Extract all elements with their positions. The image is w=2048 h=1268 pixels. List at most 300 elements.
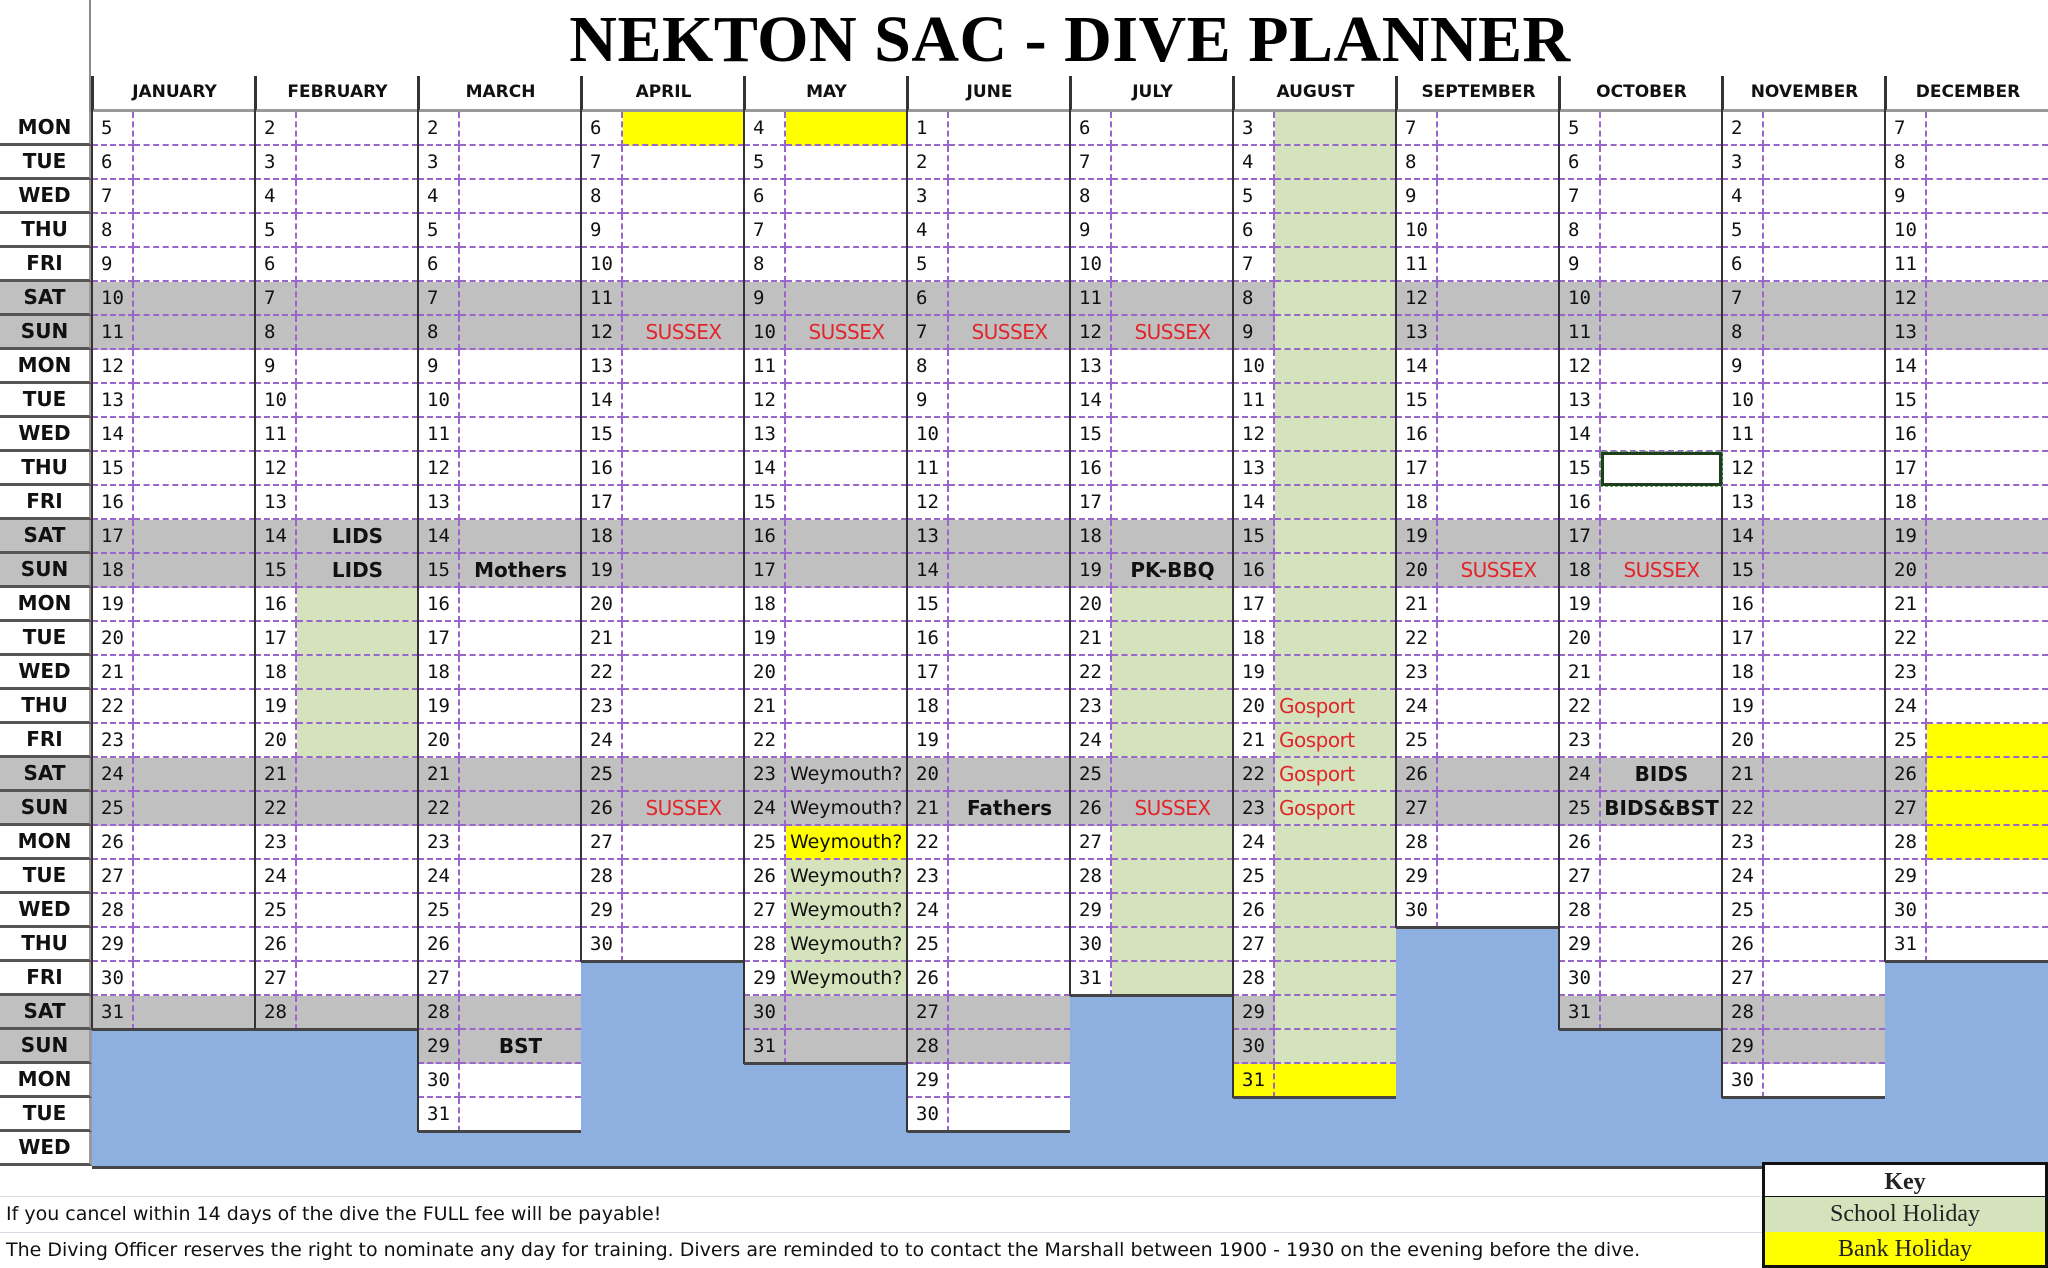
- date-cell[interactable]: 24: [744, 792, 786, 826]
- event-cell-empty[interactable]: [1275, 1030, 1396, 1064]
- month-header-december[interactable]: DECEMBER: [1885, 76, 2048, 112]
- event-cell-empty[interactable]: [949, 418, 1070, 452]
- date-cell[interactable]: 24: [581, 724, 623, 758]
- date-cell[interactable]: 14: [907, 554, 949, 588]
- date-cell[interactable]: 12: [1070, 316, 1112, 350]
- event-cell[interactable]: SUSSEX: [1112, 792, 1233, 826]
- date-cell[interactable]: 7: [1233, 248, 1275, 282]
- event-cell-empty[interactable]: [1112, 486, 1233, 520]
- date-cell[interactable]: 27: [1885, 792, 1927, 826]
- date-cell[interactable]: 13: [581, 350, 623, 384]
- event-cell-empty[interactable]: [786, 350, 907, 384]
- date-cell[interactable]: 23: [1722, 826, 1764, 860]
- date-cell[interactable]: 10: [744, 316, 786, 350]
- date-cell[interactable]: 21: [1233, 724, 1275, 758]
- event-cell-empty[interactable]: [1112, 724, 1233, 758]
- event-cell-empty[interactable]: [1601, 826, 1722, 860]
- date-cell[interactable]: 28: [581, 860, 623, 894]
- date-cell[interactable]: 11: [1722, 418, 1764, 452]
- event-cell-empty[interactable]: [1112, 894, 1233, 928]
- date-cell[interactable]: 11: [92, 316, 134, 350]
- date-cell[interactable]: 22: [907, 826, 949, 860]
- date-cell[interactable]: 10: [1233, 350, 1275, 384]
- event-cell-empty[interactable]: [1927, 146, 2048, 180]
- date-cell[interactable]: 14: [1885, 350, 1927, 384]
- date-cell[interactable]: 3: [1722, 146, 1764, 180]
- row-header-mon[interactable]: MON: [0, 1064, 92, 1098]
- event-cell-empty[interactable]: [1601, 928, 1722, 962]
- date-cell[interactable]: 19: [581, 554, 623, 588]
- event-cell-empty[interactable]: [1112, 622, 1233, 656]
- date-cell[interactable]: 8: [1885, 146, 1927, 180]
- date-cell[interactable]: 26: [1885, 758, 1927, 792]
- row-header-tue[interactable]: TUE: [0, 1098, 92, 1132]
- date-cell[interactable]: 16: [1885, 418, 1927, 452]
- event-cell-empty[interactable]: [297, 452, 418, 486]
- month-header-november[interactable]: NOVEMBER: [1722, 76, 1885, 112]
- date-cell[interactable]: 21: [1559, 656, 1601, 690]
- event-cell-empty[interactable]: [1601, 214, 1722, 248]
- date-cell[interactable]: 6: [1233, 214, 1275, 248]
- event-cell-empty[interactable]: [949, 962, 1070, 996]
- event-cell[interactable]: SUSSEX: [1601, 554, 1722, 588]
- event-cell[interactable]: Weymouth?: [786, 928, 907, 962]
- event-cell-empty[interactable]: [1438, 486, 1559, 520]
- date-cell[interactable]: 8: [418, 316, 460, 350]
- event-cell-empty[interactable]: [297, 690, 418, 724]
- event-cell-empty[interactable]: [1112, 418, 1233, 452]
- event-cell-empty[interactable]: [786, 690, 907, 724]
- date-cell[interactable]: 8: [255, 316, 297, 350]
- event-cell-empty[interactable]: [1927, 928, 2048, 962]
- date-cell[interactable]: 21: [581, 622, 623, 656]
- event-cell-empty[interactable]: [1927, 724, 2048, 758]
- event-cell-empty[interactable]: [1764, 724, 1885, 758]
- date-cell[interactable]: 23: [1233, 792, 1275, 826]
- date-cell[interactable]: 14: [1722, 520, 1764, 554]
- event-cell-empty[interactable]: [297, 316, 418, 350]
- event-cell-empty[interactable]: [460, 452, 581, 486]
- event-cell-empty[interactable]: [623, 452, 744, 486]
- event-cell-empty[interactable]: [1438, 384, 1559, 418]
- event-cell[interactable]: Weymouth?: [786, 894, 907, 928]
- event-cell-empty[interactable]: [1764, 146, 1885, 180]
- date-cell[interactable]: 8: [744, 248, 786, 282]
- event-cell-empty[interactable]: [1275, 452, 1396, 486]
- event-cell-empty[interactable]: [949, 248, 1070, 282]
- event-cell-empty[interactable]: [949, 758, 1070, 792]
- date-cell[interactable]: 24: [92, 758, 134, 792]
- date-cell[interactable]: 12: [1233, 418, 1275, 452]
- date-cell[interactable]: 27: [1559, 860, 1601, 894]
- date-cell[interactable]: 26: [1722, 928, 1764, 962]
- event-cell-empty[interactable]: [786, 384, 907, 418]
- row-header-tue[interactable]: TUE: [0, 622, 92, 656]
- date-cell[interactable]: 20: [1885, 554, 1927, 588]
- month-header-january[interactable]: JANUARY: [92, 76, 255, 112]
- date-cell[interactable]: 2: [418, 112, 460, 146]
- row-header-sun[interactable]: SUN: [0, 554, 92, 588]
- date-cell[interactable]: 7: [1722, 282, 1764, 316]
- date-cell[interactable]: 26: [255, 928, 297, 962]
- event-cell-empty[interactable]: [1927, 316, 2048, 350]
- event-cell-empty[interactable]: [786, 248, 907, 282]
- row-header-sat[interactable]: SAT: [0, 996, 92, 1030]
- date-cell[interactable]: 11: [581, 282, 623, 316]
- event-cell-empty[interactable]: [786, 996, 907, 1030]
- date-cell[interactable]: 20: [255, 724, 297, 758]
- event-cell-empty[interactable]: [460, 1098, 581, 1132]
- event-cell[interactable]: SUSSEX: [786, 316, 907, 350]
- event-cell-empty[interactable]: [460, 656, 581, 690]
- date-cell[interactable]: 25: [1559, 792, 1601, 826]
- date-cell[interactable]: 6: [1722, 248, 1764, 282]
- event-cell-empty[interactable]: [460, 928, 581, 962]
- event-cell-empty[interactable]: [1764, 962, 1885, 996]
- event-cell-empty[interactable]: [1764, 826, 1885, 860]
- row-header-thu[interactable]: THU: [0, 452, 92, 486]
- event-cell-empty[interactable]: [1438, 146, 1559, 180]
- date-cell[interactable]: 5: [1559, 112, 1601, 146]
- date-cell[interactable]: 29: [1233, 996, 1275, 1030]
- event-cell-empty[interactable]: [1438, 452, 1559, 486]
- event-cell[interactable]: Weymouth?: [786, 792, 907, 826]
- date-cell[interactable]: 25: [255, 894, 297, 928]
- event-cell-empty[interactable]: [460, 826, 581, 860]
- date-cell[interactable]: 20: [581, 588, 623, 622]
- event-cell-empty[interactable]: [1438, 282, 1559, 316]
- date-cell[interactable]: 11: [1396, 248, 1438, 282]
- date-cell[interactable]: 30: [744, 996, 786, 1030]
- event-cell-empty[interactable]: [1764, 418, 1885, 452]
- date-cell[interactable]: 13: [1722, 486, 1764, 520]
- date-cell[interactable]: 6: [907, 282, 949, 316]
- month-header-april[interactable]: APRIL: [581, 76, 744, 112]
- date-cell[interactable]: 9: [1885, 180, 1927, 214]
- event-cell-empty[interactable]: [1112, 656, 1233, 690]
- date-cell[interactable]: 15: [418, 554, 460, 588]
- event-cell-empty[interactable]: [1927, 690, 2048, 724]
- event-cell-empty[interactable]: [1927, 758, 2048, 792]
- date-cell[interactable]: 27: [1070, 826, 1112, 860]
- event-cell-empty[interactable]: [949, 1064, 1070, 1098]
- event-cell-empty[interactable]: [297, 214, 418, 248]
- date-cell[interactable]: 6: [581, 112, 623, 146]
- event-cell-empty[interactable]: [1275, 554, 1396, 588]
- date-cell[interactable]: 17: [1885, 452, 1927, 486]
- date-cell[interactable]: 31: [1070, 962, 1112, 996]
- event-cell-empty[interactable]: [460, 758, 581, 792]
- date-cell[interactable]: 10: [92, 282, 134, 316]
- date-cell[interactable]: 12: [581, 316, 623, 350]
- date-cell[interactable]: 7: [1070, 146, 1112, 180]
- date-cell[interactable]: 6: [744, 180, 786, 214]
- date-cell[interactable]: 16: [744, 520, 786, 554]
- event-cell-empty[interactable]: [1438, 418, 1559, 452]
- date-cell[interactable]: 19: [255, 690, 297, 724]
- date-cell[interactable]: 18: [1396, 486, 1438, 520]
- event-cell-empty[interactable]: [460, 214, 581, 248]
- date-cell[interactable]: 16: [255, 588, 297, 622]
- event-cell-empty[interactable]: [134, 826, 255, 860]
- event-cell-empty[interactable]: [1112, 962, 1233, 996]
- date-cell[interactable]: 5: [907, 248, 949, 282]
- date-cell[interactable]: 11: [1559, 316, 1601, 350]
- date-cell[interactable]: 6: [255, 248, 297, 282]
- event-cell-empty[interactable]: [623, 112, 744, 146]
- month-header-july[interactable]: JULY: [1070, 76, 1233, 112]
- event-cell-empty[interactable]: [949, 656, 1070, 690]
- event-cell-empty[interactable]: [1601, 724, 1722, 758]
- event-cell-empty[interactable]: [1601, 180, 1722, 214]
- event-cell-empty[interactable]: [1438, 248, 1559, 282]
- selected-cell[interactable]: [1601, 452, 1722, 486]
- event-cell-empty[interactable]: [297, 248, 418, 282]
- event-cell-empty[interactable]: [949, 384, 1070, 418]
- date-cell[interactable]: 8: [1559, 214, 1601, 248]
- event-cell-empty[interactable]: [949, 350, 1070, 384]
- event-cell[interactable]: BIDS&BST: [1601, 792, 1722, 826]
- date-cell[interactable]: 26: [1396, 758, 1438, 792]
- event-cell[interactable]: SUSSEX: [1438, 554, 1559, 588]
- date-cell[interactable]: 7: [744, 214, 786, 248]
- date-cell[interactable]: 22: [744, 724, 786, 758]
- cancellation-note[interactable]: If you cancel within 14 days of the dive the FULL fee will be payable!: [6, 1203, 662, 1225]
- date-cell[interactable]: 22: [1885, 622, 1927, 656]
- event-cell-empty[interactable]: [623, 180, 744, 214]
- event-cell-empty[interactable]: [1764, 1030, 1885, 1064]
- event-cell-empty[interactable]: [1438, 758, 1559, 792]
- date-cell[interactable]: 30: [1396, 894, 1438, 928]
- event-cell-empty[interactable]: [1601, 962, 1722, 996]
- event-cell-empty[interactable]: [786, 724, 907, 758]
- date-cell[interactable]: 9: [581, 214, 623, 248]
- event-cell-empty[interactable]: [134, 112, 255, 146]
- date-cell[interactable]: 31: [1233, 1064, 1275, 1098]
- event-cell-empty[interactable]: [1275, 384, 1396, 418]
- date-cell[interactable]: 4: [744, 112, 786, 146]
- date-cell[interactable]: 17: [255, 622, 297, 656]
- event-cell-empty[interactable]: [1438, 316, 1559, 350]
- date-cell[interactable]: 25: [1722, 894, 1764, 928]
- date-cell[interactable]: 20: [92, 622, 134, 656]
- date-cell[interactable]: 21: [1070, 622, 1112, 656]
- event-cell-empty[interactable]: [1764, 928, 1885, 962]
- event-cell-empty[interactable]: [134, 384, 255, 418]
- event-cell-empty[interactable]: [1275, 826, 1396, 860]
- date-cell[interactable]: 22: [1559, 690, 1601, 724]
- date-cell[interactable]: 7: [92, 180, 134, 214]
- event-cell-empty[interactable]: [949, 486, 1070, 520]
- row-header-fri[interactable]: FRI: [0, 962, 92, 996]
- date-cell[interactable]: 29: [418, 1030, 460, 1064]
- event-cell-empty[interactable]: [1764, 792, 1885, 826]
- date-cell[interactable]: 22: [92, 690, 134, 724]
- date-cell[interactable]: 11: [418, 418, 460, 452]
- event-cell-empty[interactable]: [623, 418, 744, 452]
- event-cell-empty[interactable]: [297, 350, 418, 384]
- event-cell-empty[interactable]: [623, 282, 744, 316]
- date-cell[interactable]: 27: [418, 962, 460, 996]
- event-cell-empty[interactable]: [949, 996, 1070, 1030]
- event-cell-empty[interactable]: [1764, 996, 1885, 1030]
- event-cell-empty[interactable]: [297, 112, 418, 146]
- date-cell[interactable]: 3: [418, 146, 460, 180]
- date-cell[interactable]: 13: [1070, 350, 1112, 384]
- date-cell[interactable]: 22: [1722, 792, 1764, 826]
- date-cell[interactable]: 20: [907, 758, 949, 792]
- training-note[interactable]: The Diving Officer reserves the right to nominate any day for training. Divers are reminded to to contact the Marshall between 1900 - 1930 on the evening before the dive.: [6, 1239, 1641, 1261]
- date-cell[interactable]: 18: [744, 588, 786, 622]
- date-cell[interactable]: 30: [907, 1098, 949, 1132]
- event-cell-empty[interactable]: [1275, 1064, 1396, 1098]
- date-cell[interactable]: 10: [907, 418, 949, 452]
- date-cell[interactable]: 26: [1070, 792, 1112, 826]
- date-cell[interactable]: 19: [907, 724, 949, 758]
- date-cell[interactable]: 12: [418, 452, 460, 486]
- month-header-october[interactable]: OCTOBER: [1559, 76, 1722, 112]
- date-cell[interactable]: 31: [744, 1030, 786, 1064]
- date-cell[interactable]: 20: [1559, 622, 1601, 656]
- event-cell-empty[interactable]: [1764, 690, 1885, 724]
- event-cell[interactable]: Weymouth?: [786, 860, 907, 894]
- date-cell[interactable]: 27: [907, 996, 949, 1030]
- date-cell[interactable]: 15: [255, 554, 297, 588]
- date-cell[interactable]: 7: [1396, 112, 1438, 146]
- event-cell-empty[interactable]: [134, 418, 255, 452]
- date-cell[interactable]: 4: [1722, 180, 1764, 214]
- event-cell-empty[interactable]: [1764, 1064, 1885, 1098]
- date-cell[interactable]: 24: [1885, 690, 1927, 724]
- event-cell-empty[interactable]: [1927, 554, 2048, 588]
- date-cell[interactable]: 8: [907, 350, 949, 384]
- date-cell[interactable]: 11: [1070, 282, 1112, 316]
- event-cell-empty[interactable]: [297, 146, 418, 180]
- date-cell[interactable]: 10: [1070, 248, 1112, 282]
- date-cell[interactable]: 27: [255, 962, 297, 996]
- date-cell[interactable]: 11: [744, 350, 786, 384]
- date-cell[interactable]: 19: [1722, 690, 1764, 724]
- row-header-mon[interactable]: MON: [0, 826, 92, 860]
- event-cell-empty[interactable]: [1275, 962, 1396, 996]
- event-cell-empty[interactable]: [1275, 928, 1396, 962]
- event-cell-empty[interactable]: [460, 962, 581, 996]
- date-cell[interactable]: 24: [1559, 758, 1601, 792]
- date-cell[interactable]: 20: [1396, 554, 1438, 588]
- date-cell[interactable]: 2: [907, 146, 949, 180]
- event-cell[interactable]: Weymouth?: [786, 758, 907, 792]
- row-header-wed[interactable]: WED: [0, 1132, 92, 1166]
- date-cell[interactable]: 5: [1233, 180, 1275, 214]
- event-cell-empty[interactable]: [460, 316, 581, 350]
- date-cell[interactable]: 13: [255, 486, 297, 520]
- date-cell[interactable]: 31: [1885, 928, 1927, 962]
- date-cell[interactable]: 19: [1070, 554, 1112, 588]
- row-header-mon[interactable]: MON: [0, 350, 92, 384]
- date-cell[interactable]: 13: [1559, 384, 1601, 418]
- event-cell-empty[interactable]: [949, 690, 1070, 724]
- event-cell-empty[interactable]: [1438, 520, 1559, 554]
- event-cell[interactable]: BST: [460, 1030, 581, 1064]
- date-cell[interactable]: 21: [1885, 588, 1927, 622]
- event-cell-empty[interactable]: [1601, 860, 1722, 894]
- event-cell-empty[interactable]: [949, 724, 1070, 758]
- event-cell-empty[interactable]: [1275, 622, 1396, 656]
- row-header-fri[interactable]: FRI: [0, 486, 92, 520]
- date-cell[interactable]: 12: [1722, 452, 1764, 486]
- event-cell-empty[interactable]: [134, 690, 255, 724]
- row-header-mon[interactable]: MON: [0, 588, 92, 622]
- event-cell-empty[interactable]: [623, 928, 744, 962]
- date-cell[interactable]: 15: [907, 588, 949, 622]
- date-cell[interactable]: 29: [1722, 1030, 1764, 1064]
- date-cell[interactable]: 21: [255, 758, 297, 792]
- event-cell-empty[interactable]: [786, 656, 907, 690]
- date-cell[interactable]: 10: [1722, 384, 1764, 418]
- event-cell-empty[interactable]: [460, 282, 581, 316]
- event-cell-empty[interactable]: [1438, 690, 1559, 724]
- event-cell-empty[interactable]: [297, 996, 418, 1030]
- event-cell-empty[interactable]: [297, 826, 418, 860]
- event-cell-empty[interactable]: [1764, 554, 1885, 588]
- date-cell[interactable]: 16: [1396, 418, 1438, 452]
- event-cell[interactable]: PK-BBQ: [1112, 554, 1233, 588]
- row-header-wed[interactable]: WED: [0, 656, 92, 690]
- date-cell[interactable]: 16: [907, 622, 949, 656]
- event-cell-empty[interactable]: [623, 758, 744, 792]
- date-cell[interactable]: 23: [1070, 690, 1112, 724]
- date-cell[interactable]: 29: [92, 928, 134, 962]
- event-cell-empty[interactable]: [134, 928, 255, 962]
- event-cell-empty[interactable]: [623, 622, 744, 656]
- event-cell-empty[interactable]: [1112, 248, 1233, 282]
- row-header-tue[interactable]: TUE: [0, 146, 92, 180]
- event-cell-empty[interactable]: [134, 520, 255, 554]
- event-cell-empty[interactable]: [1438, 894, 1559, 928]
- event-cell-empty[interactable]: [1764, 860, 1885, 894]
- date-cell[interactable]: 17: [1233, 588, 1275, 622]
- event-cell-empty[interactable]: [1438, 792, 1559, 826]
- date-cell[interactable]: 9: [418, 350, 460, 384]
- event-cell-empty[interactable]: [949, 554, 1070, 588]
- date-cell[interactable]: 28: [1396, 826, 1438, 860]
- event-cell-empty[interactable]: [949, 826, 1070, 860]
- event-cell-empty[interactable]: [1601, 146, 1722, 180]
- event-cell-empty[interactable]: [1275, 112, 1396, 146]
- event-cell[interactable]: Fathers: [949, 792, 1070, 826]
- date-cell[interactable]: 14: [255, 520, 297, 554]
- event-cell-empty[interactable]: [460, 418, 581, 452]
- date-cell[interactable]: 12: [1885, 282, 1927, 316]
- event-cell-empty[interactable]: [623, 724, 744, 758]
- event-cell-empty[interactable]: [460, 860, 581, 894]
- date-cell[interactable]: 22: [1396, 622, 1438, 656]
- event-cell-empty[interactable]: [134, 554, 255, 588]
- date-cell[interactable]: 7: [1559, 180, 1601, 214]
- date-cell[interactable]: 9: [1722, 350, 1764, 384]
- date-cell[interactable]: 15: [1396, 384, 1438, 418]
- event-cell-empty[interactable]: [1112, 180, 1233, 214]
- event-cell-empty[interactable]: [134, 588, 255, 622]
- event-cell-empty[interactable]: [1275, 894, 1396, 928]
- event-cell-empty[interactable]: [1764, 588, 1885, 622]
- event-cell-empty[interactable]: [1764, 656, 1885, 690]
- date-cell[interactable]: 18: [1070, 520, 1112, 554]
- event-cell-empty[interactable]: [134, 180, 255, 214]
- date-cell[interactable]: 3: [1233, 112, 1275, 146]
- event-cell-empty[interactable]: [1275, 316, 1396, 350]
- date-cell[interactable]: 9: [1559, 248, 1601, 282]
